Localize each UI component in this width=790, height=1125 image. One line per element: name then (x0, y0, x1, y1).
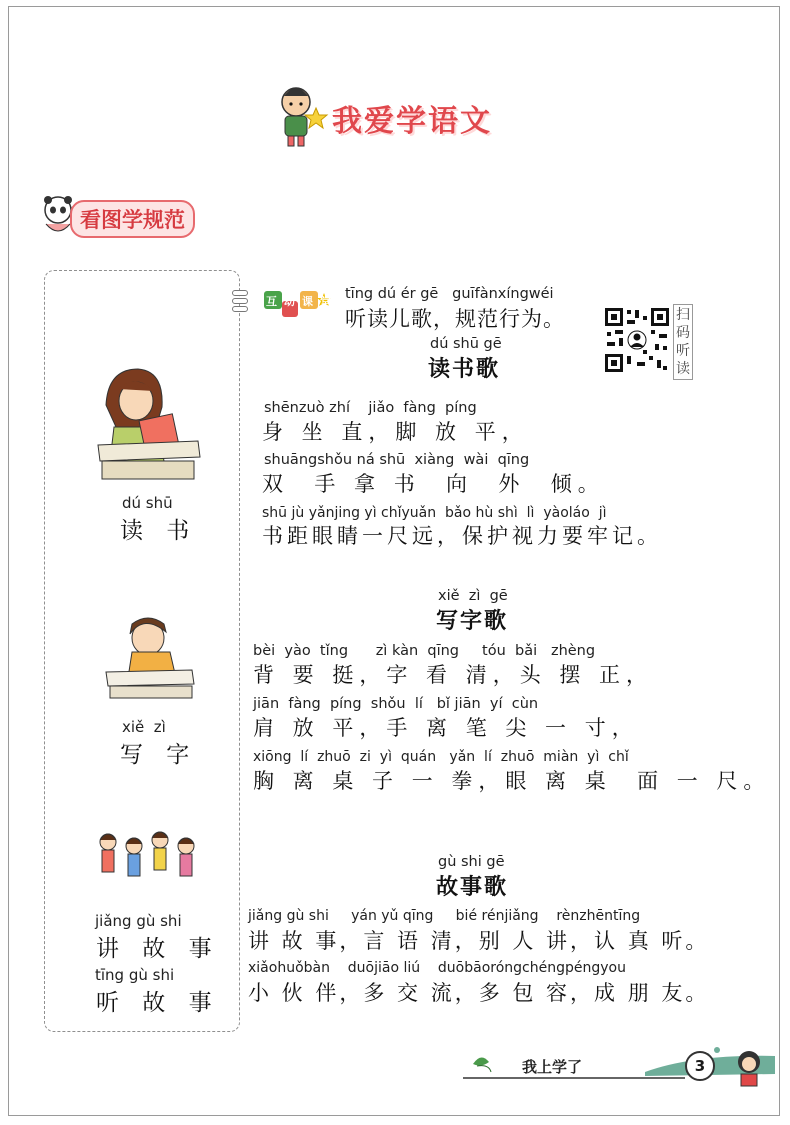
binder-ring (232, 306, 248, 312)
section-label (40, 194, 220, 238)
song-line-pinyin: jiǎng gù shi yán yǔ qīng bié rénjiǎng rènzhēntīng (248, 908, 641, 924)
song-line-hanzi: 背 要 挺，字 看 清，头 摆 正， (253, 663, 654, 687)
footer-text: 我上学了 (522, 1058, 583, 1076)
left-item-pinyin: jiǎng gù shi (95, 912, 182, 930)
page-header (270, 82, 530, 152)
song-title-pinyin: dú shū gē (430, 336, 502, 352)
song-line-hanzi: 身 坐 直，脚 放 平， (262, 420, 529, 444)
song-title: 写字歌 (436, 609, 509, 634)
left-item-pinyin: dú shū (122, 494, 173, 512)
storytelling-kids-illustration (94, 826, 204, 896)
song-title: 故事歌 (436, 875, 509, 900)
song-line-hanzi: 讲 故 事，言 语 清，别 人 讲，认 真 听。 (248, 929, 710, 953)
reading-girl-illustration (94, 365, 204, 485)
song-line-hanzi: 双 手 拿 书 向 外 倾。 (262, 472, 605, 496)
boy-mascot-icon (270, 82, 330, 152)
song-title: 读书歌 (428, 357, 501, 382)
song-line-pinyin: bèi yào tǐng zì kàn qīng tóu bǎi zhèng (253, 643, 596, 659)
song-line-pinyin: shuāngshǒu ná shū xiàng wài qīng (264, 452, 530, 468)
song-line-hanzi: 胸 离 桌 子 一 拳，眼 离 桌 面 一 尺。 (253, 769, 771, 793)
left-item-pinyin: xiě zì (122, 718, 166, 736)
song-line-hanzi: 肩 放 平，手 离 笔 尖 一 寸， (253, 716, 639, 740)
writing-boy-illustration (104, 612, 196, 702)
song-line-hanzi: 书距眼睛一尺远，保护视力要牢记。 (262, 524, 662, 548)
song-title-pinyin: xiě zì gē (438, 588, 508, 604)
song-line-hanzi: 小 伙 伴，多 交 流，多 包 容，成 朋 友。 (248, 981, 710, 1005)
song-line-pinyin: jiān fàng píng shǒu lí bǐ jiān yí cùn (253, 696, 539, 712)
scan-to-listen-label: 扫码听读 (673, 304, 693, 380)
page-number: 3 (685, 1051, 715, 1081)
interactive-badge-text: 互动课堂 (266, 295, 338, 308)
section-label-text: 看图学规范 (70, 200, 195, 238)
song-line-pinyin: shū jù yǎnjing yì chǐyuǎn bǎo hù shì lì yàoláo jì (262, 505, 607, 521)
song-line-pinyin: xiǎohuǒbàn duōjiāo liú duōbāoróngchéngpéngyou (248, 960, 626, 976)
left-item-hanzi: 读 书 (120, 518, 198, 544)
left-item-hanzi: 写 字 (120, 742, 198, 768)
binder-ring (232, 298, 248, 304)
intro-hanzi: 听读儿歌，规范行为。 (345, 307, 565, 331)
left-item-hanzi: 听 故 事 (96, 990, 220, 1016)
page-title: 我爱学语文 (332, 104, 492, 139)
left-item-pinyin: tīng gù shi (95, 966, 175, 984)
intro-pinyin: tīng dú ér gē guīfànxíngwéi (345, 286, 554, 302)
qr-code-icon[interactable] (603, 306, 671, 374)
footer-decoration (455, 1042, 785, 1092)
left-item-hanzi: 讲 故 事 (96, 936, 220, 962)
interactive-class-badge (262, 285, 342, 325)
song-line-pinyin: xiōng lí zhuō zi yì quán yǎn lí zhuō miàn yì chǐ (253, 749, 629, 765)
song-title-pinyin: gù shi gē (438, 854, 505, 870)
binder-ring (232, 290, 248, 296)
song-line-pinyin: shēnzuò zhí jiǎo fàng píng (264, 400, 477, 416)
